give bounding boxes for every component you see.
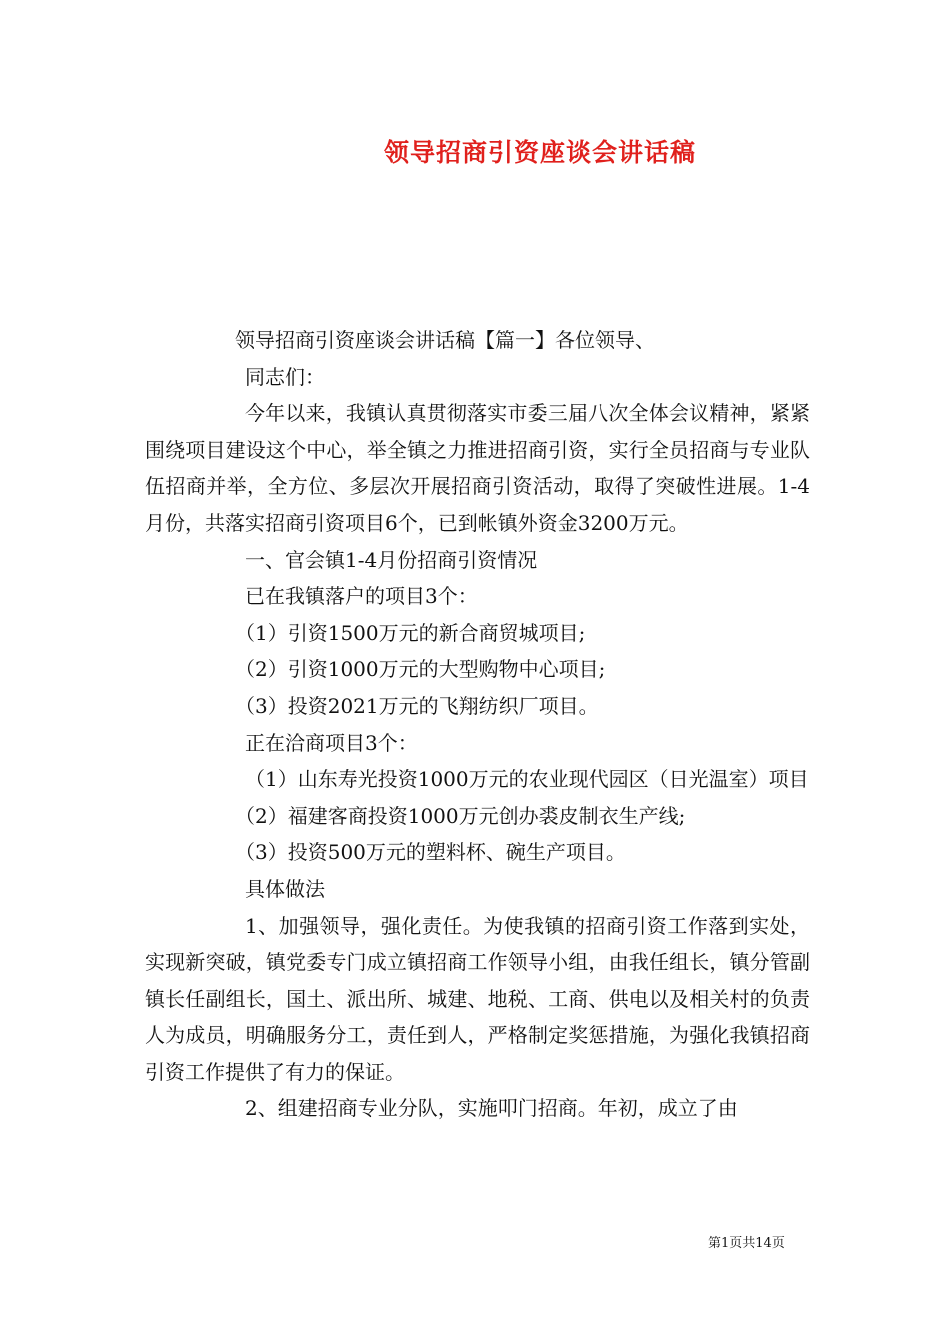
section-heading-methods: 具体做法 <box>245 876 325 901</box>
paragraph-heading-line: 领导招商引资座谈会讲话稿【篇一】各位领导、 <box>235 328 655 352</box>
list-heading-settled: 已在我镇落户的项目3个： <box>245 584 478 609</box>
document-body <box>145 322 810 1127</box>
paragraph-method-2: 2、组建招商专业分队，实施叩门招商。年初，成立了由 <box>245 1096 738 1121</box>
list-heading-negotiating: 正在洽商项目3个： <box>245 730 418 755</box>
paragraph-method-1: 1、加强领导，强化责任。为使我镇的招商引资工作落到实处，实现新突破，镇党委专门成立镇招商工作领导小组，由我任组长，镇分管副镇长任副组长，国土、派出所、城建、地税、工商、供电以及相关村的负责人为成员，明确服务分工，责任到人，严格制定奖惩措施，为强化我镇招商引资工作提供了有力的保证。 <box>145 913 810 1084</box>
paragraph-intro: 今年以来，我镇认真贯彻落实市委三届八次全体会议精神，紧紧围绕项目建设这个中心，举全镇之力推进招商引资，实行全员招商与专业队伍招商并举，全方位、多层次开展招商引资活动，取得了突破性进展。1-4月份，共落实招商引资项目6个，已到帐镇外资金3200万元。 <box>145 401 810 535</box>
list-item-negotiating-3: （3）投资500万元的塑料杯、碗生产项目。 <box>235 840 626 865</box>
list-item-settled-3: （3）投资2021万元的飞翔纺织厂项目。 <box>235 693 599 718</box>
document-title: 领导招商引资座谈会讲话稿 <box>383 138 696 167</box>
paragraph-greeting: 同志们： <box>245 364 325 389</box>
list-item-negotiating-1: （1）山东寿光投资1000万元的农业现代园区（日光温室）项目 <box>245 767 809 792</box>
page-footer: 第1页共14页 <box>708 1236 785 1251</box>
list-item-settled-1: （1）引资1500万元的新合商贸城项目; <box>235 620 586 645</box>
list-item-negotiating-2: （2）福建客商投资1000万元创办裘皮制衣生产线; <box>235 803 686 828</box>
list-item-settled-2: （2）引资1000万元的大型购物中心项目; <box>235 657 606 682</box>
section-heading-1: 一、官会镇1-4月份招商引资情况 <box>245 547 538 572</box>
